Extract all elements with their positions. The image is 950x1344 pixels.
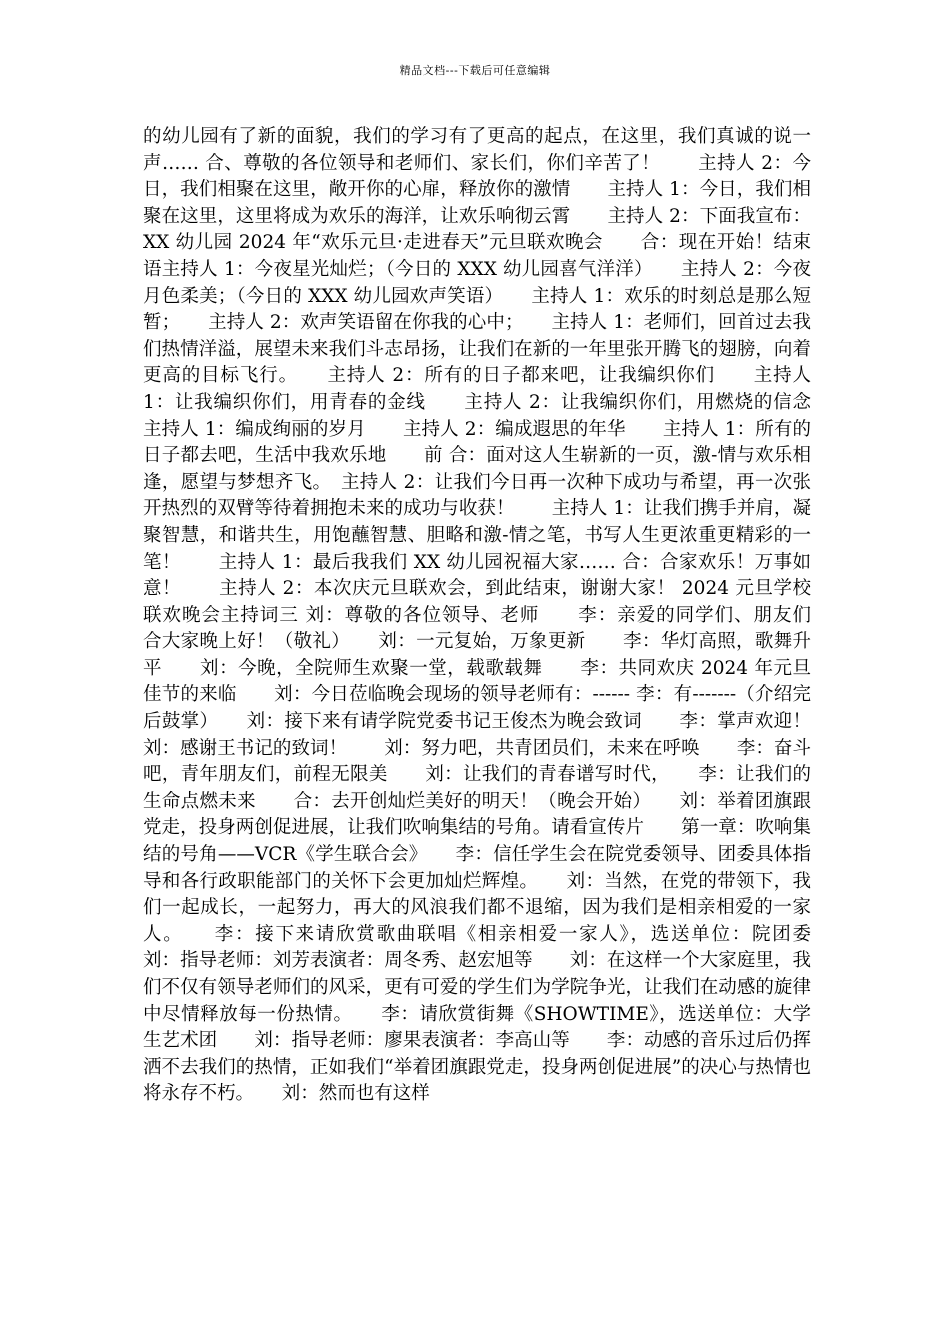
page-header: 精品文档---下载后可任意编辑 [399,64,551,77]
document-body-text: 的幼儿园有了新的面貌，我们的学习有了更高的起点，在这里，我们真诚的说一声…… 合、尊敬的各位领导和老师们、家长们，你们辛苦了！ 主持人 2：今日，我们相聚在这里，敞开你的心扉，释放你的激情 主持人 1：今日，我们相聚在这里，这里将成为欢乐的海洋，让欢乐响彻云霄 主持人 2：下面我宣布：XX 幼儿园 2024 年“欢乐元旦·走进春天”元旦联欢晚会 合：现在开始！结束语主持人 1：今夜星光灿烂；（今日的 XXX 幼儿园喜气洋洋） 主持人 2：今夜月色柔美；（今日的 XXX 幼儿园欢声笑语） 主持人 1：欢乐的时刻总是那么短暂； 主持人 2：欢声笑语留在你我的心中； 主持人 1：老师们，回首过去我们热情洋溢，展望未来我们斗志昂扬，让我们在新的一年里张开腾飞的翅膀，向着更高的目标飞行。 主持人 2：所有的日子都来吧，让我编织你们 主持人 1：让我编织你们，用青春的金线 主持人 2：让我编织你们，用燃烧的信念 主持人 1：编成绚丽的岁月 主持人 2：编成遐思的年华 主持人 1：所有的日子都去吧，生活中我欢乐地 前 合：面对这人生崭新的一页，激-情与欢乐相逢，愿望与梦想齐飞。 主持人 2：让我们今日再一次种下成功与希望，再一次张开热烈的双臂等待着拥抱未来的成功与收获！ 主持人 1：让我们携手并肩，凝聚智慧，和谐共生，用饱蘸智慧、胆略和激-情之笔，书写人生更浓重更精彩的一笔！ 主持人 1：最后我我们 XX 幼儿园祝福大家…… 合：合家欢乐！万事如意！ 主持人 2：本次庆元旦联欢会，到此结束，谢谢大家！ 2024 元旦学校联欢晚会主持词三 刘：尊敬的各位领导、老师 李：亲爱的同学们、朋友们 合大家晚上好！（敬礼） 刘：一元复始，万象更新 李：华灯高照，歌舞升平 刘：今晚，全院师生欢聚一堂，载歌载舞 李：共同欢庆 2024 年元旦佳节的来临 刘：今日莅临晚会现场的领导老师有：------ 李：有-------（介绍完后鼓掌） 刘：接下来有请学院党委书记王俊杰为晚会致词 李：掌声欢迎！ 刘：感谢王书记的致词！ 刘：努力吧，共青团员们，未来在呼唤 李：奋斗吧，青年朋友们，前程无限美 刘：让我们的青春谱写时代， 李：让我们的生命点燃未来 合：去开创灿烂美好的明天！（晚会开始） 刘：举着团旗跟党走，投身两创促进展，让我们吹响集结的号角。请看宣传片 第一章：吹响集结的号角——VCR《学生联合会》 李：信任学生会在院党委领导、团委具体指导和各行政职能部门的关怀下会更加灿烂辉煌。 刘：当然，在党的带领下，我们一起成长，一起努力，再大的风浪我们都不退缩，因为我们是相亲相爱的一家人。 李：接下来请欣赏歌曲联唱《相亲相爱一家人》，选送单位：院团委 刘：指导老师：刘芳表演者：周冬秀、赵宏旭等 刘：在这样一个大家庭里，我们不仅有领导老师们的风采，更有可爱的学生们为学院争光，让我们在动感的旋律中尽情释放每一份热情。 李：请欣赏街舞《SHOWTIME》，选送单位：大学生艺术团 刘：指导老师：廖果表演者：李高山等 李：动感的音乐过后仍挥洒不去我们的热情，正如我们“举着团旗跟党走，投身两创促进展”的决心与热情也将永存不朽。 刘：然而也有这样 [143,126,849,1105]
